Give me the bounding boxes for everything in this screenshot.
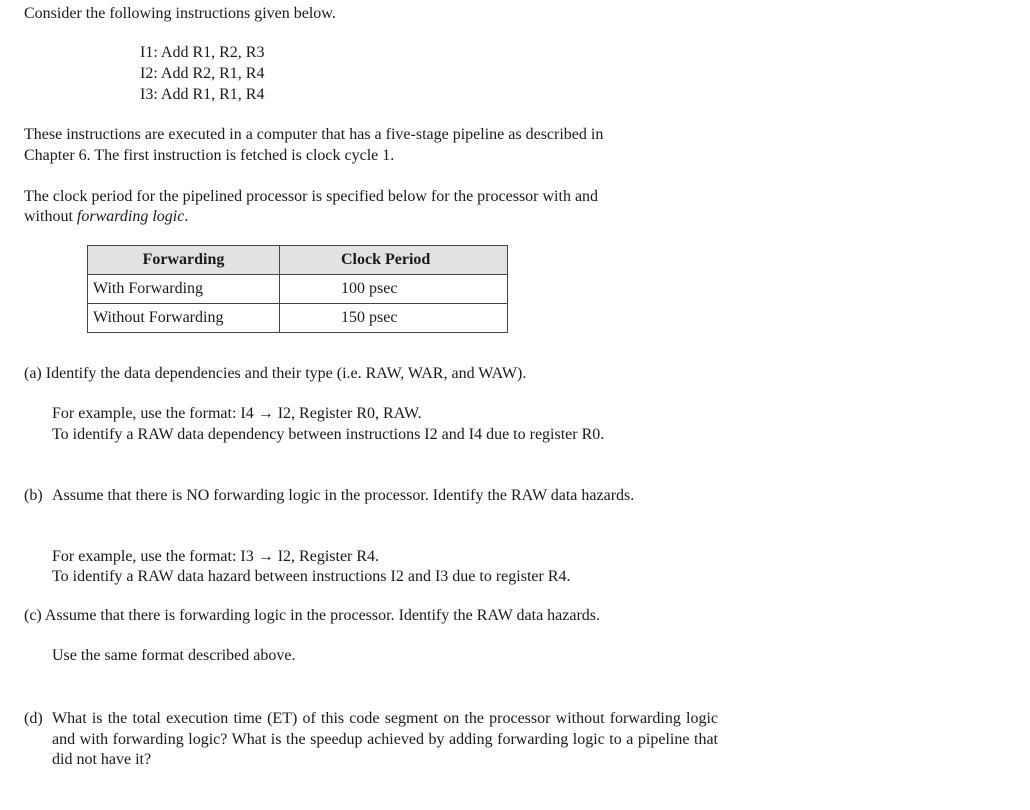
pipeline-text-line2: Chapter 6. The first instruction is fetched is clock cycle 1. <box>24 147 395 164</box>
question-c-note: Use the same format described above. <box>52 647 296 664</box>
forwarding-logic-emphasis: forwarding logic <box>76 208 185 225</box>
question-b-text: Assume that there is NO forwarding logic in the processor. Identify the RAW data hazards. <box>52 487 635 504</box>
pipeline-text-line1: These instructions are executed in a computer that has a five-stage pipeline as described in <box>24 126 604 143</box>
clock-text-line2 <box>24 207 188 227</box>
table-cell-forwarding: Without Forwarding <box>88 304 280 333</box>
table-cell-clock-period: 100 psec <box>280 275 508 304</box>
clock-text-prefix: without <box>24 208 77 225</box>
question-b-example2: To identify a RAW data hazard between instructions I2 and I3 due to register R4. <box>52 568 571 585</box>
instruction-i1: I1: Add R1, R2, R3 <box>140 44 265 61</box>
instruction-i3: I3: Add R1, R1, R4 <box>140 86 265 103</box>
question-d-label: (d) <box>24 710 43 727</box>
table-row <box>88 304 508 333</box>
table-row <box>88 275 508 304</box>
table-cell-forwarding: With Forwarding <box>88 275 280 304</box>
table-cell-clock-period: 150 psec <box>280 304 508 333</box>
clock-text-suffix: . <box>184 208 189 225</box>
table-header-forwarding: Forwarding <box>88 246 280 275</box>
clock-text-line1: The clock period for the pipelined processor is specified below for the processor with and <box>24 188 599 205</box>
table-header-row <box>88 246 508 275</box>
question-b-label: (b) <box>24 487 43 504</box>
instruction-i2: I2: Add R2, R1, R4 <box>140 65 265 82</box>
question-d-text: What is the total execution time (ET) of this code segment on the processor without forwarding logic and with forwarding logic? What is the speedup achieved by adding forwarding logic to a pipeline that did not have it? <box>52 710 718 768</box>
table-header-clock-period: Clock Period <box>280 246 508 275</box>
question-a-example1: For example, use the format: I4 → I2, Register R0, RAW. <box>52 405 422 422</box>
question-b-example1: For example, use the format: I3 → I2, Register R4. <box>52 548 380 565</box>
question-a-example2: To identify a RAW data dependency between instructions I2 and I4 due to register R0. <box>52 426 605 443</box>
clock-period-table <box>87 245 508 333</box>
intro-text: Consider the following instructions given below. <box>24 5 336 22</box>
question-c-text: (c) Assume that there is forwarding logic in the processor. Identify the RAW data hazards. <box>24 607 601 624</box>
question-a-text: (a) Identify the data dependencies and their type (i.e. RAW, WAR, and WAW). <box>24 365 527 382</box>
